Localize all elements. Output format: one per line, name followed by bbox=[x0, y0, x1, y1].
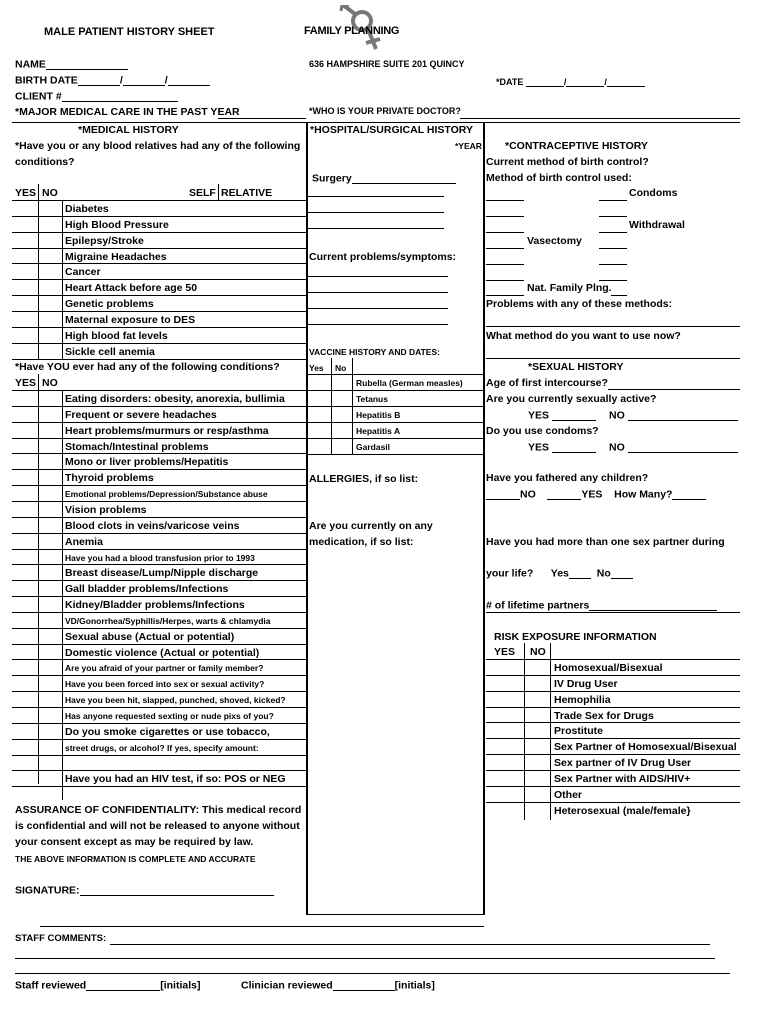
private-doctor-label: *WHO IS YOUR PRIVATE DOCTOR? bbox=[309, 106, 461, 116]
personal-condition-row[interactable] bbox=[12, 469, 306, 485]
personal-condition-label: Frequent or severe headaches bbox=[65, 408, 217, 421]
major-medical-care-label: *MAJOR MEDICAL CARE IN THE PAST YEAR bbox=[15, 106, 240, 118]
personal-condition-row[interactable] bbox=[12, 406, 306, 422]
clinician-initials-label: [initials] bbox=[394, 979, 435, 992]
personal-condition-row[interactable] bbox=[12, 533, 306, 549]
name-label: NAME bbox=[15, 58, 46, 71]
risk-label: Sex partner of IV Drug User bbox=[554, 757, 692, 770]
condition-label: Heart Attack before age 50 bbox=[65, 282, 198, 295]
personal-condition-label: Have you been forced into sex or sexual activity? bbox=[65, 679, 265, 690]
risk-label: Prostitute bbox=[554, 725, 604, 738]
client-label: CLIENT # bbox=[15, 90, 62, 103]
sexual-history-title: *SEXUAL HISTORY bbox=[528, 361, 624, 373]
life-yes-label: Yes bbox=[550, 567, 569, 580]
life-no-label: No bbox=[596, 567, 611, 580]
staff-reviewed-field[interactable] bbox=[15, 980, 200, 991]
risk-label: Hemophilia bbox=[554, 693, 611, 706]
personal-condition-label: Kidney/Bladder problems/Infections bbox=[65, 599, 245, 612]
personal-condition-row[interactable] bbox=[12, 438, 306, 454]
staff-initials-label: [initials] bbox=[160, 979, 201, 992]
fathered-answer[interactable] bbox=[486, 489, 706, 500]
risk-col-yes: YES bbox=[494, 646, 516, 658]
your-life-field[interactable] bbox=[486, 568, 633, 579]
risk-label: Sex Partner with AIDS/HIV+ bbox=[554, 772, 691, 785]
personal-condition-label: Have you had a blood transfusion prior to 1993 bbox=[65, 552, 255, 563]
risk-label: IV Drug User bbox=[554, 677, 618, 690]
name-field[interactable] bbox=[15, 59, 128, 70]
condition-label: High Blood Pressure bbox=[65, 218, 169, 231]
personal-condition-label: Vision problems bbox=[65, 503, 147, 516]
condition-label: Diabetes bbox=[65, 203, 109, 215]
col2-no: NO bbox=[42, 377, 58, 389]
condition-label: Epilepsy/Stroke bbox=[65, 234, 144, 247]
client-number-field[interactable] bbox=[15, 91, 178, 102]
personal-condition-row[interactable] bbox=[12, 675, 306, 691]
personal-condition-row[interactable] bbox=[12, 390, 306, 406]
personal-condition-row[interactable] bbox=[12, 707, 306, 723]
nat-family-label: Nat. Family Plng. bbox=[527, 282, 612, 294]
clinic-address: 636 HAMPSHIRE SUITE 201 QUINCY bbox=[309, 59, 465, 69]
condition-row[interactable] bbox=[12, 295, 306, 311]
vaccine-title: VACCINE HISTORY AND DATES: bbox=[309, 347, 440, 357]
sexually-active-label: Are you currently sexually active? bbox=[486, 393, 657, 405]
personal-condition-row[interactable] bbox=[12, 644, 306, 660]
complete-statement: THE ABOVE INFORMATION IS COMPLETE AND ACCURATE bbox=[15, 854, 256, 864]
personal-condition-label: Have you had an HIV test, if so: POS or NEG bbox=[65, 773, 286, 786]
condition-label: Maternal exposure to DES bbox=[65, 313, 196, 326]
condoms-label: Condoms bbox=[629, 187, 678, 199]
risk-label: Sex Partner of Homosexual/Bisexual bbox=[554, 741, 737, 754]
personal-condition-row[interactable] bbox=[12, 517, 306, 533]
surgery-label: Surgery bbox=[312, 172, 352, 185]
personal-condition-row[interactable] bbox=[12, 580, 306, 596]
condition-label: Cancer bbox=[65, 266, 101, 279]
active-no-field[interactable] bbox=[609, 410, 738, 421]
vaccine-row[interactable] bbox=[306, 390, 483, 406]
problems-label: Problems with any of these methods: bbox=[486, 298, 673, 310]
staff-comments-label: STAFF COMMENTS: bbox=[15, 933, 107, 944]
personal-condition-row[interactable] bbox=[12, 596, 306, 612]
medication-line-2: medication, if so list: bbox=[309, 536, 414, 548]
personal-condition-label: Stomach/Intestinal problems bbox=[65, 440, 209, 453]
personal-condition-row[interactable] bbox=[12, 612, 306, 628]
risk-label: Trade Sex for Drugs bbox=[554, 709, 654, 722]
personal-condition-row[interactable] bbox=[12, 755, 306, 771]
signature-field[interactable] bbox=[15, 885, 274, 896]
birth-date-label: BIRTH DATE bbox=[15, 74, 78, 87]
personal-condition-row[interactable] bbox=[12, 501, 306, 517]
personal-condition-row[interactable] bbox=[12, 485, 306, 501]
methods-used-label: Method of birth control used: bbox=[486, 172, 632, 184]
col-self: SELF bbox=[189, 187, 216, 199]
personal-condition-label: Are you afraid of your partner or family member? bbox=[65, 663, 264, 674]
date-label: *DATE bbox=[496, 77, 524, 87]
condition-row[interactable] bbox=[12, 248, 306, 264]
family-planning-logo bbox=[300, 5, 410, 55]
vaccine-col-no: No bbox=[335, 363, 347, 373]
contraceptive-title: *CONTRACEPTIVE HISTORY bbox=[505, 140, 648, 152]
lifetime-partners-field[interactable] bbox=[486, 600, 717, 611]
condition-row[interactable] bbox=[12, 311, 306, 327]
personal-condition-label: Has anyone requested sexting or nude pixs of you? bbox=[65, 711, 274, 721]
current-problems-label: Current problems/symptoms: bbox=[309, 251, 457, 263]
personal-condition-label: Mono or liver problems/Hepatitis bbox=[65, 456, 229, 469]
personal-condition-row[interactable] bbox=[12, 564, 306, 580]
personal-condition-label: Have you been hit, slapped, punched, shoved, kicked? bbox=[65, 695, 286, 706]
date-field[interactable]: *DATE / / bbox=[496, 76, 645, 87]
personal-condition-row[interactable] bbox=[12, 691, 306, 707]
more-than-one-label: Have you had more than one sex partner during bbox=[486, 536, 725, 548]
vaccine-col-yes: Yes bbox=[309, 363, 324, 373]
how-many-label: How Many? bbox=[614, 488, 673, 501]
risk-label: Heterosexual (male/female} bbox=[554, 804, 691, 817]
condition-row[interactable] bbox=[12, 200, 306, 216]
clinician-reviewed-field[interactable] bbox=[241, 980, 435, 991]
condition-label: High blood fat levels bbox=[65, 329, 168, 342]
personal-condition-row[interactable] bbox=[12, 453, 306, 469]
col-no: NO bbox=[42, 187, 58, 199]
vaccine-label: Hepatitis A bbox=[356, 426, 401, 436]
fathered-label: Have you fathered any children? bbox=[486, 472, 649, 484]
personal-condition-row[interactable] bbox=[12, 770, 306, 786]
personal-question: *Have YOU ever had any of the following conditions? bbox=[15, 361, 280, 373]
want-method-label: What method do you want to use now? bbox=[486, 330, 681, 342]
signature-label: SIGNATURE: bbox=[15, 884, 80, 897]
risk-title: RISK EXPOSURE INFORMATION bbox=[494, 631, 657, 643]
vasectomy-label: Vasectomy bbox=[527, 235, 582, 247]
condition-row[interactable] bbox=[12, 263, 306, 279]
personal-condition-label: Eating disorders: obesity, anorexia, bullimia bbox=[65, 393, 285, 405]
lifetime-partners-label: # of lifetime partners bbox=[486, 599, 590, 612]
condition-label: Sickle cell anemia bbox=[65, 345, 155, 358]
vaccine-label: Gardasil bbox=[356, 442, 391, 452]
active-no-label: NO bbox=[609, 409, 625, 422]
year-label: *YEAR bbox=[455, 141, 482, 151]
risk-label: Other bbox=[554, 788, 583, 801]
condition-label: Migraine Headaches bbox=[65, 250, 167, 263]
form-title: MALE PATIENT HISTORY SHEET bbox=[44, 26, 215, 38]
personal-condition-label: Breast disease/Lump/Nipple discharge bbox=[65, 567, 259, 580]
vaccine-row[interactable] bbox=[306, 374, 483, 390]
first-intercourse-label: Age of first intercourse? bbox=[486, 377, 608, 389]
vaccine-label: Rubella (German measles) bbox=[356, 378, 463, 388]
col-yes: YES bbox=[15, 187, 37, 199]
relatives-question-cont: conditions? bbox=[15, 156, 75, 168]
active-yes-label: YES bbox=[528, 409, 550, 422]
col2-yes: YES bbox=[15, 377, 37, 389]
vaccine-row[interactable] bbox=[306, 406, 483, 422]
personal-condition-label: Thyroid problems bbox=[65, 472, 154, 485]
condition-label: Genetic problems bbox=[65, 298, 154, 311]
personal-condition-row[interactable] bbox=[12, 659, 306, 675]
personal-condition-label: street drugs, or alcohol? If yes, specify amount: bbox=[65, 742, 259, 753]
vaccine-label: Hepatitis B bbox=[356, 410, 401, 420]
logo-text: FAMILY PLANNING bbox=[304, 25, 400, 37]
personal-condition-row[interactable] bbox=[12, 739, 306, 755]
active-yes-field[interactable] bbox=[528, 410, 596, 421]
condoms-question-label: Do you use condoms? bbox=[486, 425, 599, 437]
condition-row[interactable] bbox=[12, 279, 306, 295]
personal-condition-label: Gall bladder problems/Infections bbox=[65, 583, 229, 596]
fathered-no-label: NO bbox=[520, 488, 536, 501]
personal-condition-label: Anemia bbox=[65, 535, 103, 548]
vaccine-row[interactable] bbox=[306, 422, 483, 438]
personal-condition-label: Blood clots in veins/varicose veins bbox=[65, 519, 240, 532]
personal-condition-label: Domestic violence (Actual or potential) bbox=[65, 646, 260, 659]
col-relative: RELATIVE bbox=[221, 187, 273, 199]
withdrawal-label: Withdrawal bbox=[629, 219, 685, 231]
personal-condition-label: Heart problems/murmurs or resp/asthma bbox=[65, 424, 269, 437]
condition-row[interactable] bbox=[12, 327, 306, 343]
personal-condition-label: Sexual abuse (Actual or potential) bbox=[65, 630, 235, 643]
clinician-reviewed-label: Clinician reviewed bbox=[241, 979, 333, 992]
condoms-yes-label: YES bbox=[528, 441, 550, 454]
hospital-history-title: *HOSPITAL/SURGICAL HISTORY bbox=[310, 124, 473, 136]
birth-date-field[interactable]: BIRTH DATE / / bbox=[15, 75, 210, 86]
your-life-label: your life? bbox=[486, 567, 534, 580]
medical-history-title: *MEDICAL HISTORY bbox=[78, 124, 179, 136]
condoms-yes-field[interactable] bbox=[528, 442, 596, 453]
staff-reviewed-label: Staff reviewed bbox=[15, 979, 87, 992]
condoms-no-field[interactable] bbox=[609, 442, 738, 453]
assurance-line-1: ASSURANCE OF CONFIDENTIALITY: This medical record bbox=[15, 804, 302, 816]
condition-row[interactable] bbox=[12, 343, 306, 359]
personal-condition-row[interactable] bbox=[12, 422, 306, 438]
personal-condition-label: Emotional problems/Depression/Substance abuse bbox=[65, 489, 268, 500]
medication-line-1: Are you currently on any bbox=[309, 520, 433, 532]
personal-condition-label: VD/Gonorrhea/Syphillis/Herpes, warts & chlamydia bbox=[65, 615, 271, 626]
surgery-field[interactable] bbox=[312, 173, 456, 184]
current-method-label: Current method of birth control? bbox=[486, 156, 649, 168]
condition-row[interactable] bbox=[12, 216, 306, 232]
condoms-no-label: NO bbox=[609, 441, 625, 454]
personal-condition-label: Do you smoke cigarettes or use tobacco, bbox=[65, 725, 270, 738]
assurance-line-2: is confidential and will not be released to anyone without bbox=[15, 820, 300, 832]
risk-label: Homosexual/Bisexual bbox=[554, 662, 663, 674]
vaccine-row[interactable] bbox=[306, 438, 483, 454]
assurance-line-3: your consent except as may be required by law. bbox=[15, 836, 254, 848]
condition-row[interactable] bbox=[12, 232, 306, 248]
personal-condition-row[interactable] bbox=[12, 723, 306, 739]
fathered-yes-label: YES bbox=[581, 488, 603, 501]
risk-col-no: NO bbox=[530, 646, 546, 658]
personal-condition-row[interactable] bbox=[12, 628, 306, 644]
relatives-question: *Have you or any blood relatives had any of the following bbox=[15, 140, 301, 152]
vaccine-label: Tetanus bbox=[356, 394, 388, 404]
personal-condition-row[interactable] bbox=[12, 549, 306, 565]
allergies-label: ALLERGIES, if so list: bbox=[309, 473, 419, 485]
